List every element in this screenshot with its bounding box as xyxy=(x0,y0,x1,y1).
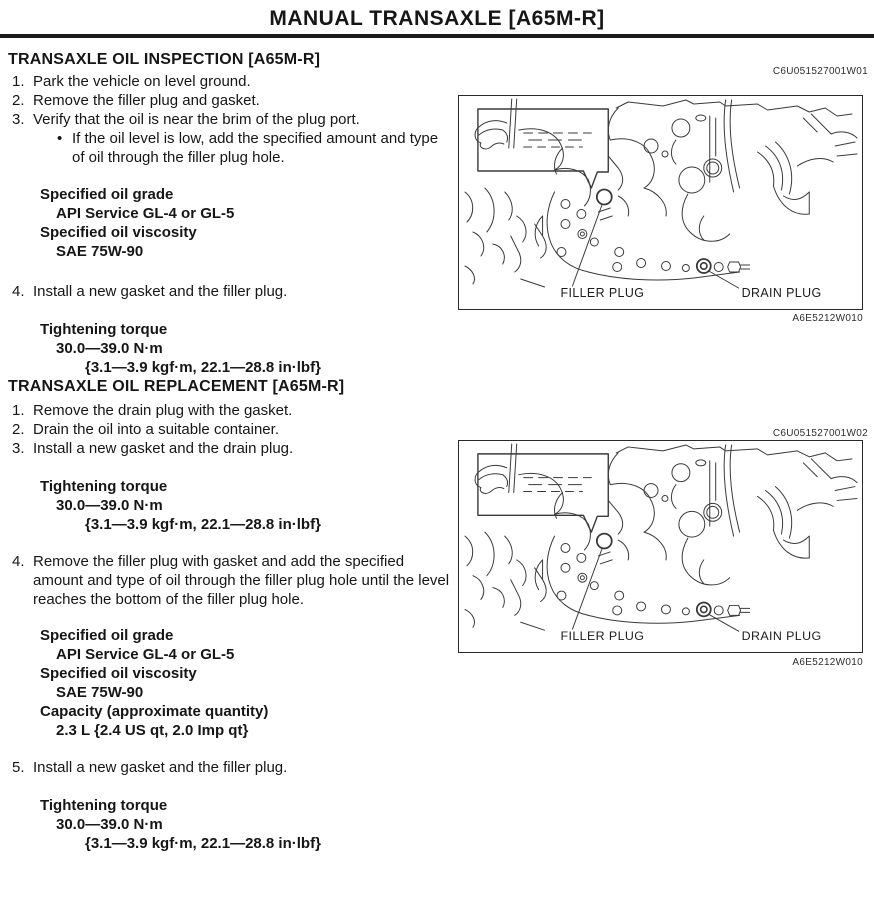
torque-label: Tightening torque xyxy=(40,797,168,814)
spec-value: API Service GL-4 or GL-5 xyxy=(56,205,235,222)
torque-block xyxy=(8,796,454,853)
figure-ref-code: C6U051527001W01 xyxy=(772,66,868,77)
transaxle-illustration xyxy=(459,96,862,309)
transaxle-illustration xyxy=(459,441,862,652)
step-row xyxy=(8,439,454,458)
step-text: Park the vehicle on level ground. xyxy=(33,73,251,90)
procedure-column xyxy=(8,50,454,853)
step-number: 4. xyxy=(12,553,25,570)
step-text: Drain the oil into a suitable container. xyxy=(33,421,279,438)
torque-label: Tightening torque xyxy=(40,321,168,338)
step-text: Install a new gasket and the filler plug. xyxy=(33,283,288,300)
drain-plug-label: DRAIN PLUG xyxy=(741,629,822,644)
step-number: 3. xyxy=(12,111,25,128)
step-row xyxy=(8,420,454,439)
step-row xyxy=(8,401,454,420)
step-row xyxy=(8,91,454,110)
spec-value: API Service GL-4 or GL-5 xyxy=(56,646,235,663)
spec-label: Specified oil viscosity xyxy=(40,665,197,682)
oil-spec-block xyxy=(8,626,454,740)
section-heading-inspection: TRANSAXLE OIL INSPECTION [A65M-R] xyxy=(8,51,321,68)
step-number: 2. xyxy=(12,92,25,109)
figure-plate-code: A6E5212W010 xyxy=(792,313,863,324)
inspection-steps xyxy=(8,72,454,167)
step-number: 3. xyxy=(12,440,25,457)
step-row xyxy=(8,282,454,301)
section-heading-replacement: TRANSAXLE OIL REPLACEMENT [A65M-R] xyxy=(8,378,345,395)
step-number: 5. xyxy=(12,759,25,776)
step-row xyxy=(8,110,454,129)
torque-alt-units: {3.1—3.9 kgf·m, 22.1—28.8 in·lbf} xyxy=(85,359,321,376)
step-text: Verify that the oil is near the brim of the plug port. xyxy=(33,111,360,128)
spec-value: SAE 75W-90 xyxy=(56,684,144,701)
figure-transaxle-replacement xyxy=(458,440,863,653)
spec-value: SAE 75W-90 xyxy=(56,243,144,260)
bullet-row xyxy=(8,129,454,167)
torque-metric: 30.0—39.0 N·m xyxy=(56,340,163,357)
filler-plug-label: FILLER PLUG xyxy=(560,285,645,301)
step-number: 1. xyxy=(12,73,25,90)
torque-metric: 30.0—39.0 N·m xyxy=(56,816,163,833)
torque-alt-units: {3.1—3.9 kgf·m, 22.1—28.8 in·lbf} xyxy=(85,516,321,533)
figure-transaxle-inspection xyxy=(458,95,863,310)
step-number: 4. xyxy=(12,283,25,300)
bullet-text: If the oil level is low, add the specified amount and type of oil through the filler plug hole. xyxy=(72,130,439,166)
spec-label: Specified oil grade xyxy=(40,186,174,203)
spec-value: 2.3 L {2.4 US qt, 2.0 Imp qt} xyxy=(56,722,249,739)
torque-alt-units: {3.1—3.9 kgf·m, 22.1—28.8 in·lbf} xyxy=(85,835,321,852)
torque-metric: 30.0—39.0 N·m xyxy=(56,497,163,514)
drain-plug-label: DRAIN PLUG xyxy=(741,285,822,301)
step-number: 1. xyxy=(12,402,25,419)
step-text: Remove the filler plug with gasket and add the specified amount and type of oil through the filler plug hole until the level reaches the bottom of the filler plug hole. xyxy=(33,553,450,608)
step-text: Remove the filler plug and gasket. xyxy=(33,92,260,109)
spec-label: Specified oil grade xyxy=(40,627,174,644)
step-row xyxy=(8,72,454,91)
page-title: MANUAL TRANSAXLE [A65M-R] xyxy=(269,7,605,30)
step-number: 2. xyxy=(12,421,25,438)
torque-block xyxy=(8,477,454,534)
figure-ref-code: C6U051527001W02 xyxy=(772,428,868,439)
step-row xyxy=(8,552,454,609)
step-text: Install a new gasket and the filler plug. xyxy=(33,759,288,776)
torque-label: Tightening torque xyxy=(40,478,168,495)
step-text: Remove the drain plug with the gasket. xyxy=(33,402,293,419)
replacement-steps xyxy=(8,401,454,458)
spec-label: Capacity (approximate quantity) xyxy=(40,703,269,720)
title-rule-divider xyxy=(0,34,874,38)
step-text: Install a new gasket and the drain plug. xyxy=(33,440,294,457)
filler-plug-label: FILLER PLUG xyxy=(560,629,645,644)
bullet-marker-icon: • xyxy=(57,130,63,147)
spec-label: Specified oil viscosity xyxy=(40,224,197,241)
figure-plate-code: A6E5212W010 xyxy=(792,657,863,668)
torque-block xyxy=(8,320,454,377)
step-row xyxy=(8,758,454,777)
oil-spec-block xyxy=(8,185,454,261)
